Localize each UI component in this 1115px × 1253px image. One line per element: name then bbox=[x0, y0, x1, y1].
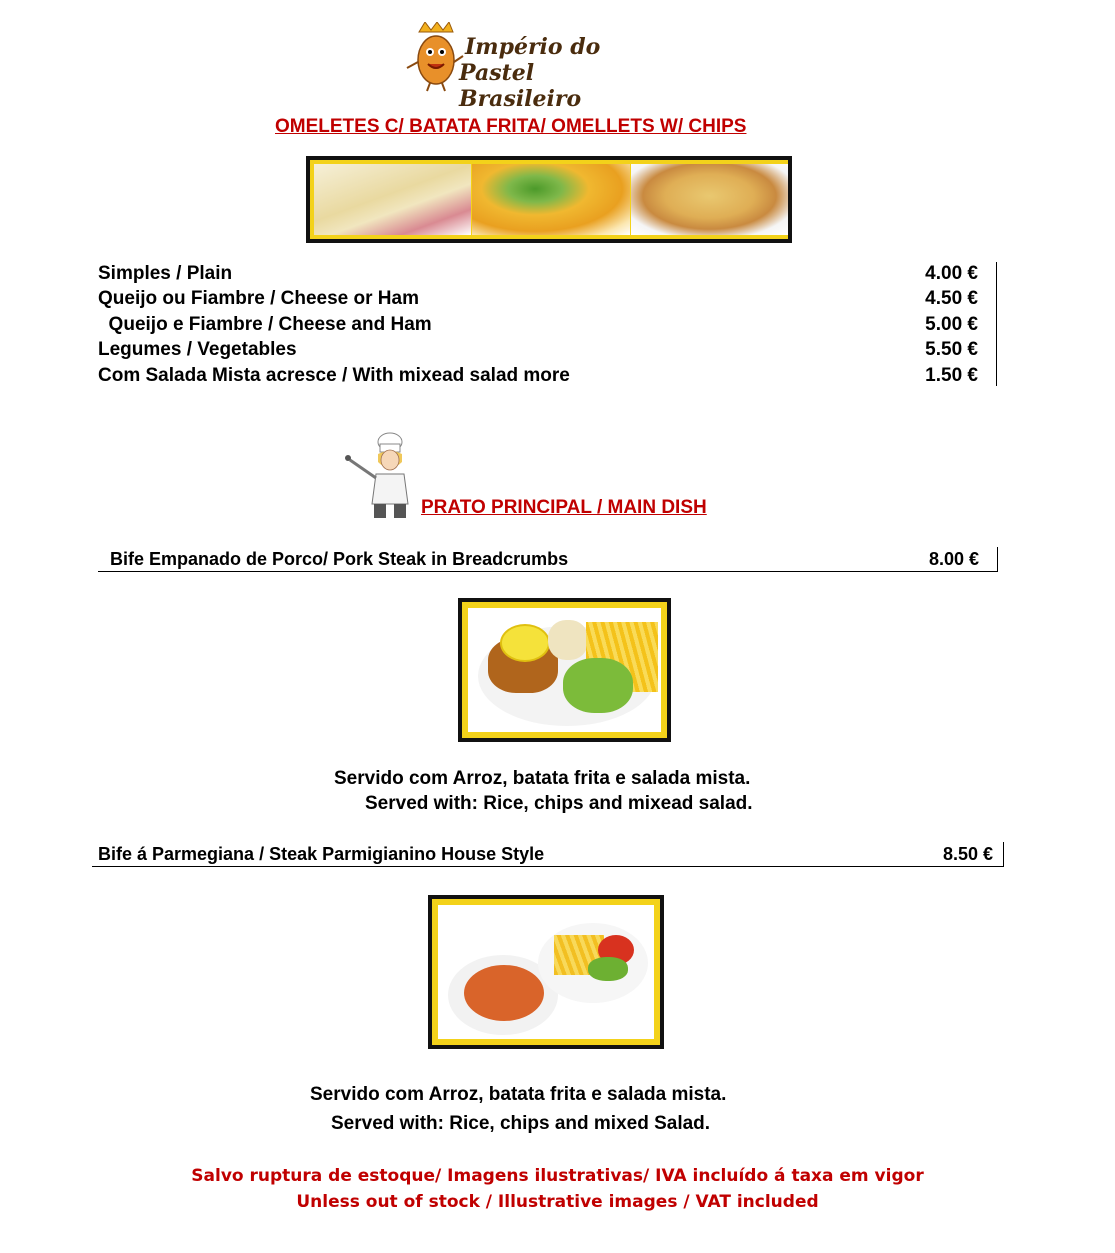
item-name: Queijo e Fiambre / Cheese and Ham bbox=[98, 314, 432, 335]
item-name: Com Salada Mista acresce / With mixead salad more bbox=[98, 365, 570, 386]
logo-line-2: Pastel Brasileiro bbox=[459, 60, 582, 112]
omelette-photo-3 bbox=[631, 164, 788, 235]
pork-steak-photo bbox=[468, 608, 661, 732]
restaurant-logo bbox=[405, 22, 655, 112]
omelette-item-row bbox=[98, 363, 978, 388]
dish-name: Bife á Parmegiana / Steak Parmigianino House Style bbox=[98, 844, 545, 864]
omelettes-photo-frame bbox=[306, 156, 792, 243]
served-with-en: Served with: Rice, chips and mixed Salad. bbox=[331, 1113, 711, 1134]
dish-row bbox=[98, 547, 998, 572]
logo-text bbox=[459, 34, 655, 112]
item-price: 5.00 € bbox=[925, 314, 978, 335]
item-price: 5.50 € bbox=[925, 339, 978, 360]
omelette-photo-1 bbox=[314, 164, 471, 235]
omelette-item-row bbox=[98, 261, 978, 286]
footer-note-pt: Salvo ruptura de estoque/ Imagens ilustrativas/ IVA incluído á taxa em vigor bbox=[191, 1166, 924, 1186]
price-divider bbox=[996, 262, 997, 386]
dish-name: Bife Empanado de Porco/ Pork Steak in Breadcrumbs bbox=[110, 549, 569, 569]
main-dish-heading: PRATO PRINCIPAL / MAIN DISH bbox=[421, 497, 707, 518]
served-with-pt: Servido com Arroz, batata frita e salada mista. bbox=[310, 1084, 727, 1105]
omelette-photo-2 bbox=[472, 164, 630, 235]
item-price: 4.50 € bbox=[925, 288, 978, 309]
parmigiana-steak-photo bbox=[438, 905, 654, 1039]
item-name: Legumes / Vegetables bbox=[98, 339, 297, 360]
chef-mascot-icon bbox=[340, 432, 420, 520]
item-name: Simples / Plain bbox=[98, 263, 233, 284]
served-with-pt: Servido com Arroz, batata frita e salada mista. bbox=[334, 768, 751, 789]
dish-price: 8.50 € bbox=[942, 844, 993, 864]
logo-line-1: Império do bbox=[465, 34, 601, 60]
omelette-item-row bbox=[98, 337, 978, 362]
omelettes-heading: OMELETES C/ BATATA FRITA/ OMELLETS W/ CHIPS bbox=[275, 116, 747, 137]
pastry-mascot-icon bbox=[405, 22, 465, 92]
item-price: 1.50 € bbox=[925, 365, 978, 386]
item-name: Queijo ou Fiambre / Cheese or Ham bbox=[98, 288, 419, 309]
dish-row bbox=[92, 842, 1004, 867]
served-with-en: Served with: Rice, chips and mixead salad. bbox=[365, 793, 753, 814]
dish-price: 8.00 € bbox=[928, 549, 979, 569]
item-price: 4.00 € bbox=[925, 263, 978, 284]
dish-photo-frame bbox=[428, 895, 664, 1049]
omelette-item-row bbox=[98, 312, 978, 337]
omelette-item-row bbox=[98, 286, 978, 311]
dish-photo-frame bbox=[458, 598, 671, 742]
footer-note-en: Unless out of stock / Illustrative images / VAT included bbox=[296, 1192, 819, 1212]
